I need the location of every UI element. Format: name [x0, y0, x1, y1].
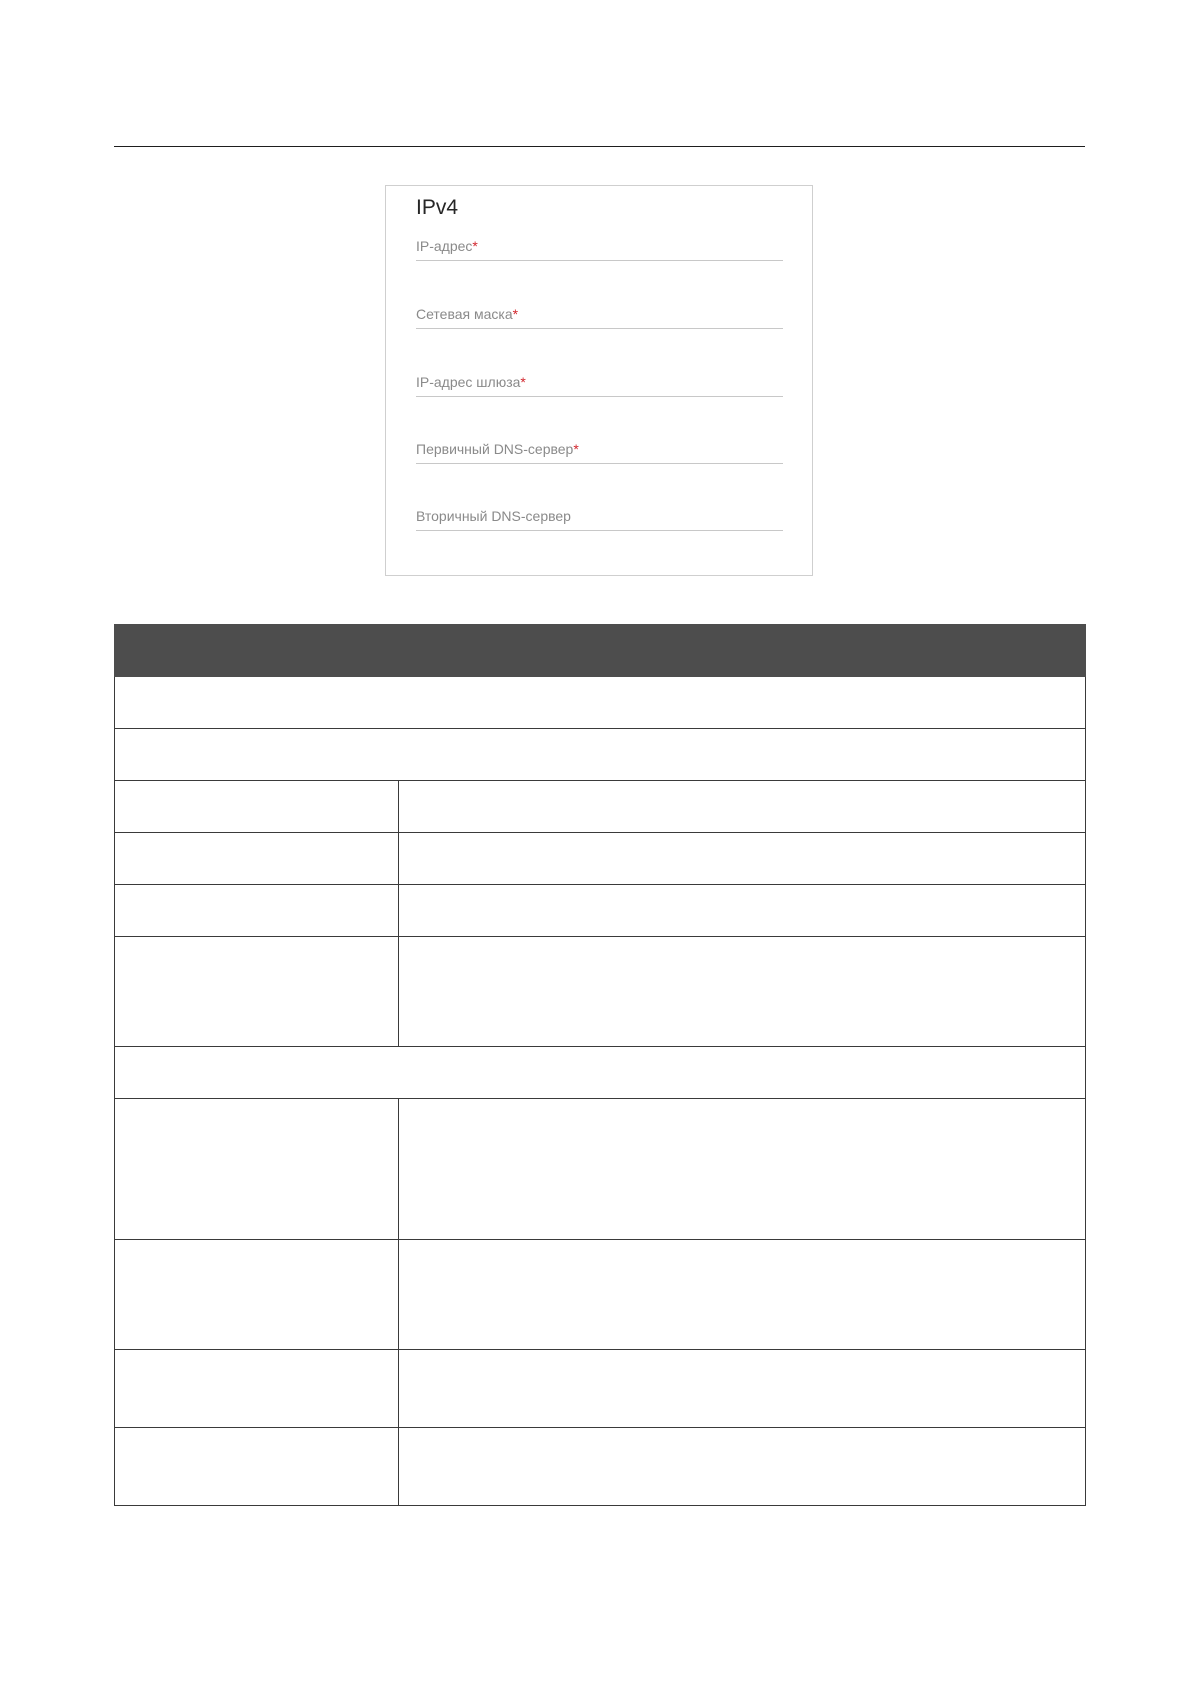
table-row	[114, 1240, 1086, 1350]
required-marker: *	[512, 306, 519, 322]
table-row	[114, 1350, 1086, 1428]
required-marker: *	[520, 374, 526, 390]
parameter-name-cell	[115, 781, 399, 832]
parameter-description-cell	[399, 1240, 1085, 1349]
parameter-name-cell	[115, 1240, 399, 1349]
parameter-description-cell	[399, 937, 1085, 1046]
table-row	[114, 1428, 1086, 1506]
field-label: Вторичный DNS-сервер	[416, 508, 571, 524]
table-section-row	[114, 1047, 1086, 1099]
header-divider	[114, 146, 1085, 147]
required-marker: *	[573, 441, 579, 457]
primary-dns-field[interactable]	[416, 434, 783, 464]
field-label: IP-адрес шлюза*	[416, 374, 526, 390]
table-row	[114, 937, 1086, 1047]
secondary-dns-field[interactable]	[416, 501, 783, 531]
parameter-description-cell	[399, 885, 1085, 936]
parameter-name-cell	[115, 833, 399, 884]
parameter-description-cell	[399, 1099, 1085, 1239]
gateway-ip-field[interactable]	[416, 367, 783, 397]
table-row	[114, 1099, 1086, 1240]
table-section-row	[114, 677, 1086, 729]
parameters-table	[114, 624, 1086, 1506]
ipv4-settings-card	[385, 185, 813, 576]
table-row	[114, 833, 1086, 885]
parameter-description-cell	[399, 781, 1085, 832]
parameter-name-cell	[115, 1099, 399, 1239]
parameter-description-cell	[399, 1428, 1085, 1505]
parameter-name-cell	[115, 1428, 399, 1505]
field-label: IP-адрес*	[416, 238, 478, 254]
table-row	[114, 885, 1086, 937]
required-marker: *	[472, 238, 478, 254]
subnet-mask-field[interactable]	[416, 299, 783, 329]
field-label: Сетевая маска*	[416, 306, 519, 322]
parameter-name-cell	[115, 937, 399, 1046]
table-section-row	[114, 729, 1086, 781]
table-header	[114, 624, 1086, 677]
card-title: IPv4	[416, 196, 459, 219]
table-row	[114, 781, 1086, 833]
parameter-name-cell	[115, 1350, 399, 1427]
ip-address-field[interactable]	[416, 231, 783, 261]
parameter-name-cell	[115, 885, 399, 936]
parameter-description-cell	[399, 833, 1085, 884]
parameter-description-cell	[399, 1350, 1085, 1427]
field-label: Первичный DNS-сервер*	[416, 441, 579, 457]
